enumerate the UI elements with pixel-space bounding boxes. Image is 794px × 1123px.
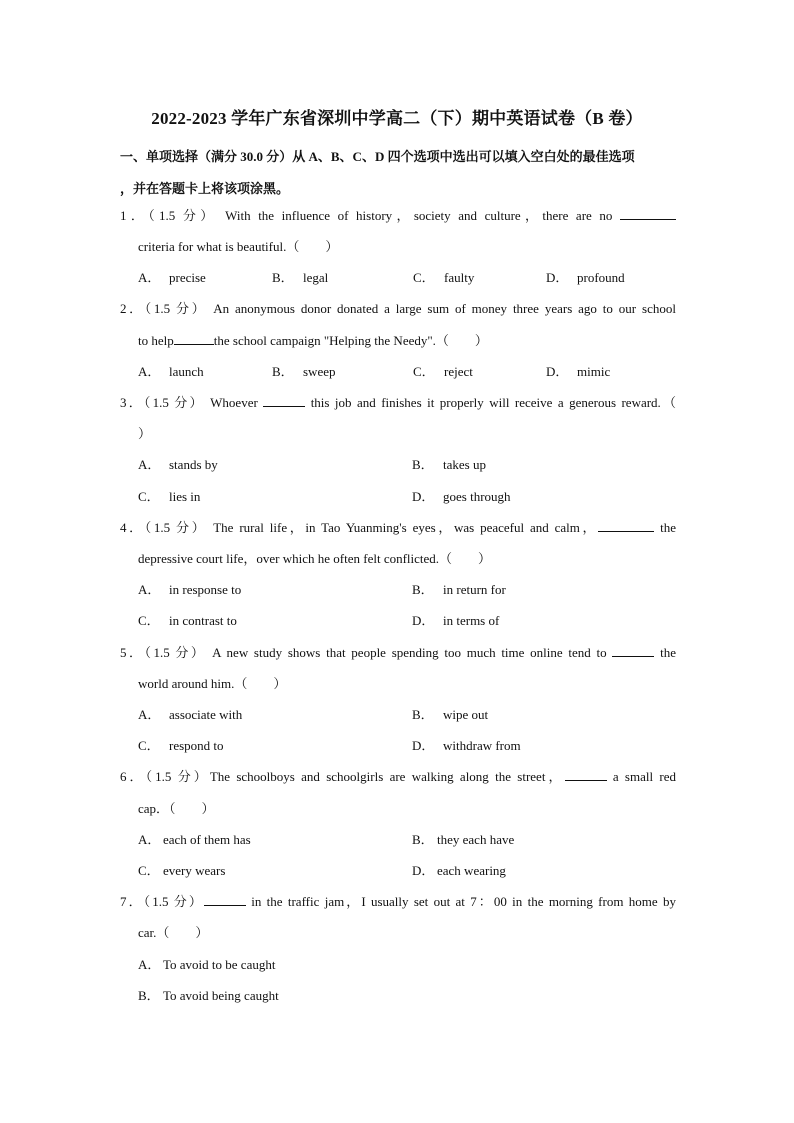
option-text: in response to: [169, 582, 242, 597]
question-6-option-d[interactable]: [412, 862, 506, 880]
question-text: the school campaign "Helping the Needy".（ ）: [213, 333, 488, 348]
question-score: （1.5 分）: [145, 769, 210, 784]
option-letter: B．: [412, 832, 434, 847]
question-number: 7．: [120, 894, 144, 909]
option-letter: D．: [412, 863, 435, 878]
question-text: An anonymous donor donated a large sum of money three years ago to our school: [207, 301, 676, 316]
option-text: sweep: [303, 364, 336, 379]
option-letter: C．: [138, 489, 160, 504]
question-1-line-1: [120, 207, 676, 225]
option-text: they each have: [437, 832, 515, 847]
question-4-line-2: depressive court life，over which he often felt conflicted.（ ）: [138, 551, 492, 566]
option-text: reject: [444, 364, 473, 379]
option-text: lies in: [169, 489, 201, 504]
question-5-line-1: [120, 644, 676, 662]
question-1-line-2: criteria for what is beautiful.（ ）: [138, 239, 339, 254]
question-3-line-1: [120, 394, 676, 412]
question-score: （1.5 分）: [144, 520, 208, 535]
question-6-line-1: [120, 768, 676, 786]
option-letter: A．: [138, 832, 161, 847]
question-5-line-2: world around him.（ ）: [138, 676, 287, 691]
option-text: To avoid being caught: [163, 988, 279, 1003]
option-letter: D．: [412, 613, 435, 628]
question-3-option-c[interactable]: [138, 488, 200, 506]
question-score: （1.5 分）: [148, 208, 218, 223]
question-5-option-c[interactable]: [138, 737, 224, 755]
option-text: precise: [169, 270, 206, 285]
option-text: To avoid to be caught: [163, 957, 276, 972]
question-2-option-b[interactable]: [272, 363, 336, 381]
question-6-option-b[interactable]: [412, 831, 514, 849]
option-letter: B．: [412, 582, 434, 597]
option-text: stands by: [169, 457, 218, 472]
option-letter: C．: [138, 738, 160, 753]
option-text: faulty: [444, 270, 475, 285]
section-instruction-line-2: ，并在答题卡上将该项涂黑。: [120, 181, 290, 196]
option-text: in contrast to: [169, 613, 237, 628]
question-text: a small red: [606, 769, 676, 784]
option-text: wipe out: [443, 707, 489, 722]
option-letter: C．: [138, 613, 160, 628]
option-text: withdraw from: [443, 738, 521, 753]
question-2-line-2: [138, 332, 676, 350]
answer-blank: [263, 394, 305, 407]
question-text: The rural life，in Tao Yuanming's eyes，was peaceful and calm，: [207, 520, 599, 535]
question-text: The schoolboys and schoolgirls are walking along the street，: [209, 769, 565, 784]
option-letter: B．: [412, 457, 434, 472]
question-text: A new study shows that people spending too much time online tend to: [206, 645, 613, 660]
option-letter: B．: [412, 707, 434, 722]
option-text: takes up: [443, 457, 486, 472]
section-instruction-line-1: 一、单项选择（满分 30.0 分）从 A、B、C、D 四个选项中选出可以填入空白处的最佳选项: [120, 149, 635, 164]
question-3-option-b[interactable]: [412, 456, 486, 474]
page-title: 2022-2023 学年广东省深圳中学高二（下）期中英语试卷（B 卷）: [151, 109, 643, 128]
option-letter: B．: [138, 988, 160, 1003]
option-letter: A．: [138, 707, 161, 722]
option-text: each of them has: [163, 832, 251, 847]
question-score: （1.5 分）: [144, 301, 208, 316]
question-2-option-a[interactable]: [138, 363, 204, 381]
option-letter: A．: [138, 457, 161, 472]
question-1-option-c[interactable]: [413, 269, 474, 287]
question-2-line-1: [120, 300, 676, 318]
question-score: （1.5 分）: [143, 395, 205, 410]
question-text: this job and finishes it properly will receive a generous reward.（: [305, 395, 677, 410]
question-3-option-d[interactable]: [412, 488, 511, 506]
question-text: in the traffic jam，I usually set out at 7：00 in the morning from home by: [245, 894, 676, 909]
option-letter: A．: [138, 364, 161, 379]
option-letter: C．: [138, 863, 160, 878]
question-score: （1.5 分）: [143, 894, 204, 909]
option-text: associate with: [169, 707, 243, 722]
question-6-option-a[interactable]: [138, 831, 251, 849]
question-7-line-1: [120, 893, 676, 911]
question-number: 5．: [120, 645, 145, 660]
answer-blank: [174, 332, 214, 345]
option-letter: A．: [138, 582, 161, 597]
option-letter: C．: [413, 270, 435, 285]
question-4-option-d[interactable]: [412, 612, 499, 630]
option-letter: D．: [546, 364, 569, 379]
answer-blank: [204, 893, 246, 906]
question-number: 4．: [120, 520, 145, 535]
question-text: With the influence of history，society and culture，there are no: [217, 208, 620, 223]
question-5-option-a[interactable]: [138, 706, 242, 724]
answer-blank: [620, 207, 676, 220]
question-7-line-2: car.（ ）: [138, 925, 209, 940]
option-text: goes through: [443, 489, 511, 504]
option-letter: A．: [138, 957, 161, 972]
answer-blank: [598, 519, 654, 532]
question-4-option-c[interactable]: [138, 612, 237, 630]
question-3-line-2: ）: [138, 426, 152, 441]
option-letter: D．: [546, 270, 569, 285]
option-text: launch: [169, 364, 204, 379]
question-2-option-d[interactable]: [546, 363, 610, 381]
question-7-option-b[interactable]: [138, 987, 279, 1005]
option-text: each wearing: [437, 863, 506, 878]
question-text: the: [654, 645, 676, 660]
answer-blank: [565, 768, 607, 781]
option-text: legal: [303, 270, 329, 285]
question-5-option-b[interactable]: [412, 706, 488, 724]
question-2-option-c[interactable]: [413, 363, 473, 381]
option-letter: C．: [413, 364, 435, 379]
question-4-line-1: [120, 519, 676, 537]
question-4-option-a[interactable]: [138, 581, 241, 599]
question-number: 1．: [120, 208, 149, 223]
option-text: in return for: [443, 582, 506, 597]
question-number: 3．: [120, 395, 144, 410]
question-number: 6．: [120, 769, 146, 784]
option-letter: A．: [138, 270, 161, 285]
question-6-line-2: cap．（ ）: [138, 801, 215, 816]
question-7-option-a[interactable]: [138, 956, 275, 974]
question-3-option-a[interactable]: [138, 456, 218, 474]
option-letter: D．: [412, 489, 435, 504]
option-text: profound: [577, 270, 625, 285]
option-text: in terms of: [443, 613, 500, 628]
option-text: mimic: [577, 364, 611, 379]
question-5-option-d[interactable]: [412, 737, 521, 755]
option-letter: D．: [412, 738, 435, 753]
question-text: Whoever: [204, 395, 264, 410]
question-1-option-b[interactable]: [272, 269, 328, 287]
question-6-option-c[interactable]: [138, 862, 225, 880]
question-text: to help: [138, 333, 174, 348]
option-letter: B．: [272, 364, 294, 379]
option-text: respond to: [169, 738, 224, 753]
question-4-option-b[interactable]: [412, 581, 506, 599]
answer-blank: [612, 644, 654, 657]
question-number: 2．: [120, 301, 145, 316]
option-text: every wears: [163, 863, 226, 878]
option-letter: B．: [272, 270, 294, 285]
question-1-option-a[interactable]: [138, 269, 206, 287]
question-score: （1.5 分）: [144, 645, 207, 660]
question-text: the: [654, 520, 676, 535]
question-1-option-d[interactable]: [546, 269, 625, 287]
